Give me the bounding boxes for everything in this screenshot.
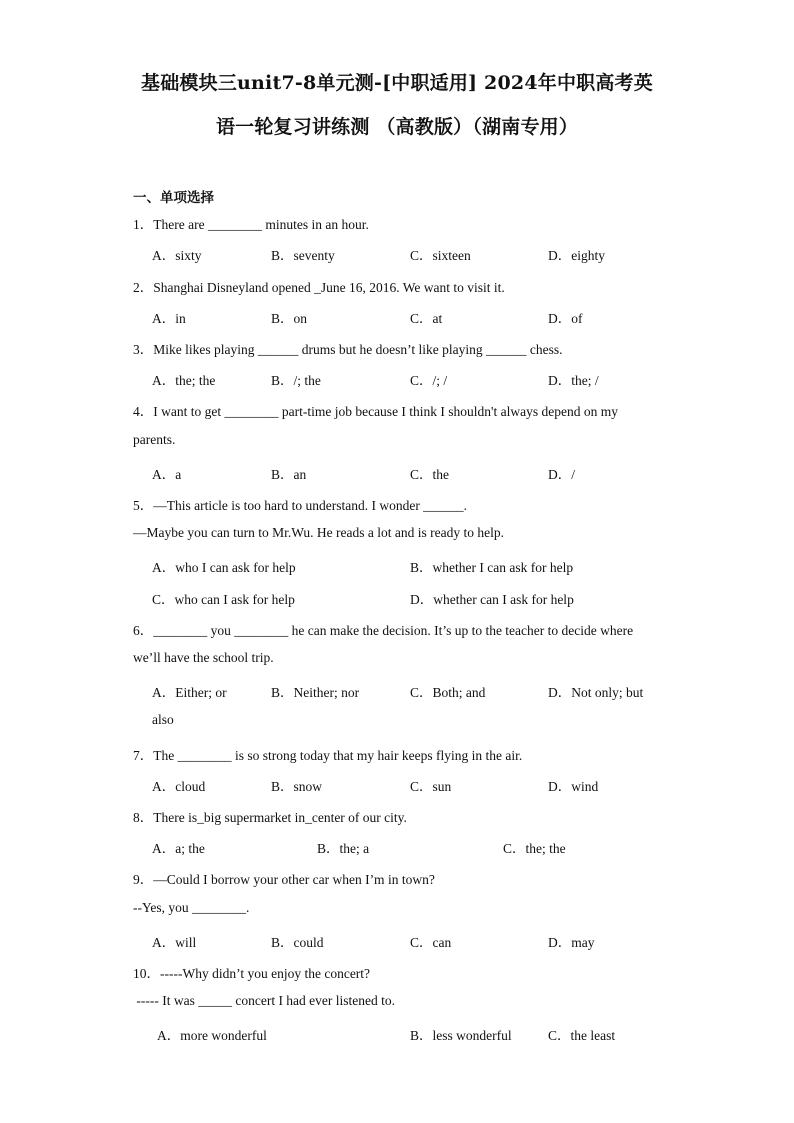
question-9-option-d[interactable]: D．may — [548, 935, 595, 950]
question-5-option-c[interactable]: C．who can I ask for help — [152, 592, 295, 607]
question-1-option-b[interactable]: B．seventy — [271, 248, 335, 263]
question-6-option-a[interactable]: A．Either; or — [152, 685, 227, 700]
question-7-option-c[interactable]: C．sun — [410, 779, 452, 794]
question-3-option-b[interactable]: B．/; the — [271, 373, 321, 388]
question-1-option-d[interactable]: D．eighty — [548, 248, 605, 263]
question-2-option-b[interactable]: B．on — [271, 311, 308, 326]
question-8-option-b[interactable]: B．the; a — [317, 841, 370, 856]
question-3-option-a[interactable]: A．the; the — [152, 373, 216, 388]
question-5-option-d[interactable]: D．whether can I ask for help — [410, 592, 574, 607]
question-1-option-c[interactable]: C．sixteen — [410, 248, 471, 263]
question-10-option-c[interactable]: C．the least — [548, 1028, 616, 1043]
question-10-option-a[interactable]: A．more wonderful — [157, 1028, 267, 1043]
question-6-option-d-cont[interactable]: also — [152, 712, 174, 727]
question-5-stem-cont: —Maybe you can turn to Mr.Wu. He reads a lot and is ready to help. — [133, 525, 504, 540]
question-1-option-a[interactable]: A．sixty — [152, 248, 202, 263]
question-9-stem-cont: --Yes, you ________. — [133, 900, 250, 915]
question-9-option-b[interactable]: B．could — [271, 935, 324, 950]
title-line-2: 语一轮复习讲练测 （高教版）（湖南专用） — [215, 116, 579, 138]
question-2-option-c[interactable]: C．at — [410, 311, 443, 326]
question-4-option-d[interactable]: D．/ — [548, 467, 575, 482]
question-5-option-a[interactable]: A．who I can ask for help — [152, 560, 296, 575]
question-6-stem: 6．________ you ________ he can make the decision. It’s up to the teacher to decide where — [133, 623, 634, 638]
question-4-option-a[interactable]: A．a — [152, 467, 182, 482]
question-4-option-c[interactable]: C．the — [410, 467, 449, 482]
question-7-option-d[interactable]: D．wind — [548, 779, 599, 794]
question-1-stem: 1．There are ________ minutes in an hour. — [133, 217, 369, 232]
question-2-stem: 2．Shanghai Disneyland opened _June 16, 2016. We want to visit it. — [133, 280, 505, 295]
question-7-stem: 7．The ________ is so strong today that my hair keeps flying in the air. — [133, 748, 523, 763]
question-10-option-b[interactable]: B．less wonderful — [410, 1028, 512, 1043]
question-3-option-d[interactable]: D．the; / — [548, 373, 599, 388]
question-9-option-c[interactable]: C．can — [410, 935, 452, 950]
question-6-option-d[interactable]: D．Not only; but — [548, 685, 644, 700]
section-heading: 一、单项选择 — [133, 190, 214, 206]
question-9-option-a[interactable]: A．will — [152, 935, 197, 950]
question-10-stem-cont: ----- It was _____ concert I had ever listened to. — [133, 993, 396, 1008]
question-2-option-d[interactable]: D．of — [548, 311, 583, 326]
question-4-stem: 4．I want to get ________ part-time job because I think I shouldn't always depend on my — [133, 404, 618, 419]
question-8-option-a[interactable]: A．a; the — [152, 841, 205, 856]
question-7-option-b[interactable]: B．snow — [271, 779, 323, 794]
question-6-stem-cont: we’ll have the school trip. — [133, 650, 274, 665]
title-line-1: 基础模块三unit7-8单元测-[中职适用] 2024年中职高考英 — [141, 72, 653, 94]
question-3-stem: 3．Mike likes playing ______ drums but he doesn’t like playing ______ chess. — [133, 342, 563, 357]
question-3-option-c[interactable]: C．/; / — [410, 373, 448, 388]
question-4-option-b[interactable]: B．an — [271, 467, 307, 482]
question-10-stem: 10．-----Why didn’t you enjoy the concert? — [133, 966, 371, 981]
question-8-option-c[interactable]: C．the; the — [503, 841, 566, 856]
question-2-option-a[interactable]: A．in — [152, 311, 186, 326]
question-5-stem: 5．—This article is too hard to understand. I wonder ______. — [133, 498, 468, 513]
question-8-stem: 8．There is_big supermarket in_center of our city. — [133, 810, 407, 825]
question-6-option-b[interactable]: B．Neither; nor — [271, 685, 360, 700]
question-6-option-c[interactable]: C．Both; and — [410, 685, 486, 700]
question-9-stem: 9．—Could I borrow your other car when I’m in town? — [133, 872, 435, 887]
question-5-option-b[interactable]: B．whether I can ask for help — [410, 560, 574, 575]
question-4-stem-cont: parents. — [133, 432, 176, 447]
question-7-option-a[interactable]: A．cloud — [152, 779, 206, 794]
